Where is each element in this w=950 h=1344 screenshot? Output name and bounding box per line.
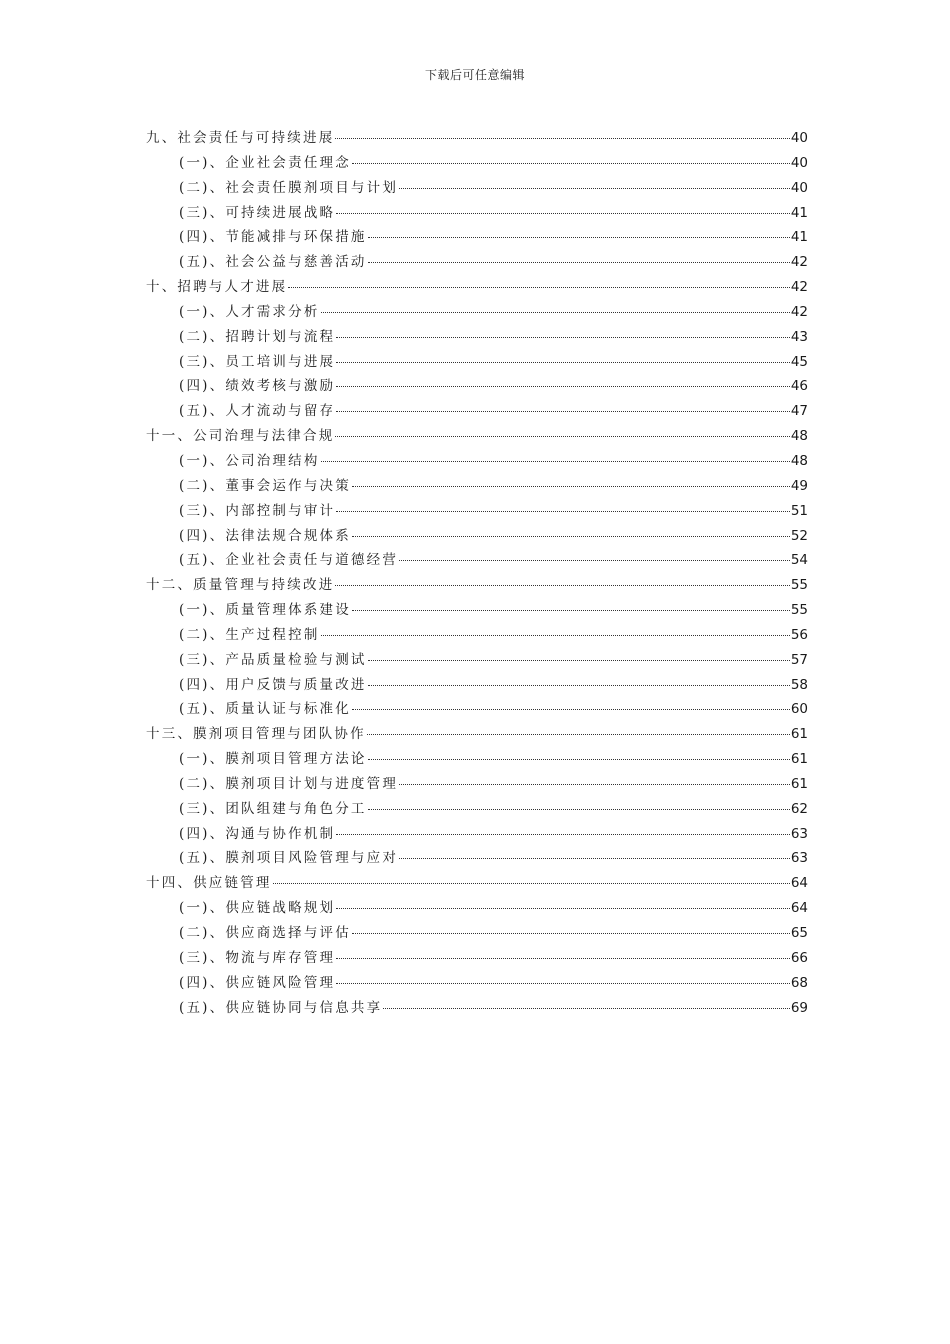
toc-section-entry[interactable]: [146, 176, 808, 201]
toc-page-number: 61: [790, 726, 808, 743]
toc-page-number: 65: [790, 925, 808, 941]
toc-entry-title: (五)、质量认证与标准化: [179, 701, 351, 718]
toc-dot-leader: [367, 730, 790, 735]
toc-dot-leader: [273, 879, 790, 884]
toc-page-number: 41: [790, 204, 808, 221]
toc-section-entry[interactable]: [146, 151, 808, 176]
toc-page-number: 43: [790, 328, 808, 345]
toc-dot-leader: [352, 532, 790, 537]
toc-dot-leader: [336, 209, 790, 214]
toc-page-number: 52: [790, 527, 808, 544]
toc-dot-leader: [368, 805, 790, 810]
toc-entry-title: (一)、人才需求分析: [179, 303, 320, 320]
toc-section-entry[interactable]: [146, 374, 808, 399]
toc-entry-title: 十、招聘与人才进展: [146, 279, 288, 296]
toc-section-entry[interactable]: [146, 474, 808, 499]
toc-chapter-entry[interactable]: [146, 573, 808, 598]
toc-page-number: 64: [790, 875, 808, 892]
toc-dot-leader: [368, 681, 790, 686]
toc-page-number: 55: [790, 602, 808, 619]
toc-section-entry[interactable]: [146, 548, 808, 573]
toc-page-number: 41: [790, 229, 808, 246]
toc-dot-leader: [399, 780, 790, 785]
toc-entry-title: (三)、产品质量检验与测试: [179, 651, 367, 668]
toc-section-entry[interactable]: [146, 350, 808, 375]
toc-entry-title: (三)、可持续进展战略: [179, 204, 336, 221]
toc-dot-leader: [352, 929, 790, 934]
toc-entry-title: (四)、绩效考核与激励: [179, 378, 336, 395]
toc-entry-title: (四)、用户反馈与质量改进: [179, 676, 367, 693]
toc-dot-leader: [336, 407, 790, 412]
toc-page-number: 49: [790, 477, 808, 494]
toc-entry-title: (二)、董事会运作与决策: [179, 477, 351, 494]
toc-dot-leader: [336, 333, 790, 338]
toc-section-entry[interactable]: [146, 201, 808, 226]
toc-dot-leader: [368, 258, 790, 263]
toc-dot-leader: [352, 159, 790, 164]
toc-chapter-entry[interactable]: [146, 275, 808, 300]
toc-dot-leader: [368, 656, 790, 661]
toc-section-entry[interactable]: [146, 747, 808, 772]
toc-entry-title: (五)、社会公益与慈善活动: [179, 254, 367, 271]
toc-section-entry[interactable]: [146, 846, 808, 871]
toc-page-number: 66: [790, 949, 808, 966]
toc-dot-leader: [336, 979, 790, 984]
toc-section-entry[interactable]: [146, 250, 808, 275]
toc-entry-title: (二)、膜剂项目计划与进度管理: [179, 775, 399, 792]
toc-entry-title: (一)、供应链战略规划: [179, 900, 336, 917]
toc-dot-leader: [321, 457, 790, 462]
toc-dot-leader: [336, 954, 790, 959]
toc-page-number: 48: [790, 452, 808, 469]
toc-entry-title: (三)、团队组建与角色分工: [179, 800, 367, 817]
toc-section-entry[interactable]: [146, 399, 808, 424]
toc-page-number: 69: [790, 999, 808, 1016]
toc-dot-leader: [321, 631, 790, 636]
page-header: 下载后可任意编辑: [424, 68, 525, 82]
toc-section-entry[interactable]: [146, 822, 808, 847]
toc-entry-title: (四)、沟通与协作机制: [179, 825, 336, 842]
toc-entry-title: (二)、供应商选择与评估: [179, 925, 351, 941]
toc-entry-title: (五)、供应链协同与信息共享: [179, 999, 383, 1016]
toc-dot-leader: [335, 432, 789, 437]
toc-page-number: 40: [790, 179, 808, 196]
toc-dot-leader: [399, 556, 790, 561]
toc-entry-title: 九、社会责任与可持续进展: [146, 130, 335, 146]
toc-section-entry[interactable]: [146, 598, 808, 623]
toc-page-number: 63: [790, 825, 808, 842]
toc-dot-leader: [321, 308, 790, 313]
toc-dot-leader: [336, 830, 790, 835]
toc-section-entry[interactable]: [146, 896, 808, 921]
toc-page-number: 42: [790, 303, 808, 320]
toc-page-number: 42: [790, 254, 808, 271]
toc-entry-title: (一)、公司治理结构: [179, 452, 320, 469]
toc-entry-title: (一)、企业社会责任理念: [179, 154, 351, 171]
toc-entry-title: (四)、供应链风险管理: [179, 974, 336, 991]
toc-entry-title: (五)、企业社会责任与道德经营: [179, 552, 399, 569]
toc-page-number: 60: [790, 701, 808, 718]
toc-section-entry[interactable]: [146, 524, 808, 549]
toc-dot-leader: [383, 1004, 789, 1009]
toc-entry-title: (五)、人才流动与留存: [179, 403, 336, 420]
toc-entry-title: (五)、膜剂项目风险管理与应对: [179, 850, 399, 867]
toc-page-number: 40: [790, 154, 808, 171]
toc-dot-leader: [336, 382, 790, 387]
toc-page-number: 45: [790, 353, 808, 370]
toc-page-number: 62: [790, 800, 808, 817]
toc-page-number: 47: [790, 403, 808, 420]
toc-section-entry[interactable]: [146, 673, 808, 698]
toc-page-number: 63: [790, 850, 808, 867]
toc-dot-leader: [336, 358, 790, 363]
table-of-contents: [146, 126, 808, 1020]
toc-entry-title: (三)、员工培训与进展: [179, 353, 336, 370]
toc-page-number: 57: [790, 651, 808, 668]
toc-section-entry[interactable]: [146, 300, 808, 325]
toc-section-entry[interactable]: [146, 921, 808, 946]
toc-page-number: 64: [790, 900, 808, 917]
toc-dot-leader: [352, 606, 790, 611]
toc-page-number: 58: [790, 676, 808, 693]
toc-chapter-entry[interactable]: [146, 722, 808, 747]
toc-chapter-entry[interactable]: [146, 424, 808, 449]
toc-entry-title: (三)、内部控制与审计: [179, 502, 336, 519]
toc-section-entry[interactable]: [146, 623, 808, 648]
toc-dot-leader: [335, 134, 789, 139]
toc-dot-leader: [336, 904, 790, 909]
toc-section-entry[interactable]: [146, 225, 808, 250]
toc-section-entry[interactable]: [146, 697, 808, 722]
toc-dot-leader: [352, 482, 790, 487]
toc-chapter-entry[interactable]: [146, 871, 808, 896]
toc-section-entry[interactable]: [146, 325, 808, 350]
toc-page-number: 68: [790, 974, 808, 991]
toc-dot-leader: [352, 705, 790, 710]
toc-entry-title: (二)、招聘计划与流程: [179, 328, 336, 345]
toc-page-number: 48: [790, 428, 808, 445]
toc-section-entry[interactable]: [146, 797, 808, 822]
toc-entry-title: (一)、膜剂项目管理方法论: [179, 751, 367, 768]
toc-section-entry[interactable]: [146, 499, 808, 524]
toc-entry-title: (四)、节能减排与环保措施: [179, 229, 367, 246]
toc-page-number: 56: [790, 626, 808, 643]
toc-section-entry[interactable]: [146, 971, 808, 996]
toc-section-entry[interactable]: [146, 648, 808, 673]
toc-entry-title: 十三、膜剂项目管理与团队协作: [146, 726, 366, 743]
toc-section-entry[interactable]: [146, 946, 808, 971]
toc-section-entry[interactable]: [146, 772, 808, 797]
toc-dot-leader: [336, 507, 790, 512]
toc-entry-title: (四)、法律法规合规体系: [179, 527, 351, 544]
toc-entry-title: 十一、公司治理与法律合规: [146, 428, 335, 445]
toc-dot-leader: [335, 581, 789, 586]
toc-page-number: 61: [790, 751, 808, 768]
toc-page-number: 54: [790, 552, 808, 569]
toc-entry-title: (二)、社会责任膜剂项目与计划: [179, 179, 399, 196]
toc-entry-title: 十二、质量管理与持续改进: [146, 577, 335, 594]
toc-chapter-entry[interactable]: [146, 126, 808, 151]
toc-entry-title: 十四、供应链管理: [146, 875, 272, 892]
toc-page-number: 51: [790, 502, 808, 519]
toc-dot-leader: [368, 233, 790, 238]
toc-section-entry[interactable]: [146, 449, 808, 474]
toc-dot-leader: [368, 755, 790, 760]
toc-page-number: 46: [790, 378, 808, 395]
toc-page-number: 55: [790, 577, 808, 594]
toc-entry-title: (一)、质量管理体系建设: [179, 602, 351, 619]
toc-section-entry[interactable]: [146, 996, 808, 1021]
toc-page-number: 42: [790, 279, 808, 296]
toc-dot-leader: [399, 184, 790, 189]
toc-page-number: 40: [790, 130, 808, 146]
toc-dot-leader: [399, 854, 790, 859]
toc-entry-title: (二)、生产过程控制: [179, 626, 320, 643]
toc-page-number: 61: [790, 775, 808, 792]
toc-dot-leader: [288, 283, 790, 288]
toc-entry-title: (三)、物流与库存管理: [179, 949, 336, 966]
